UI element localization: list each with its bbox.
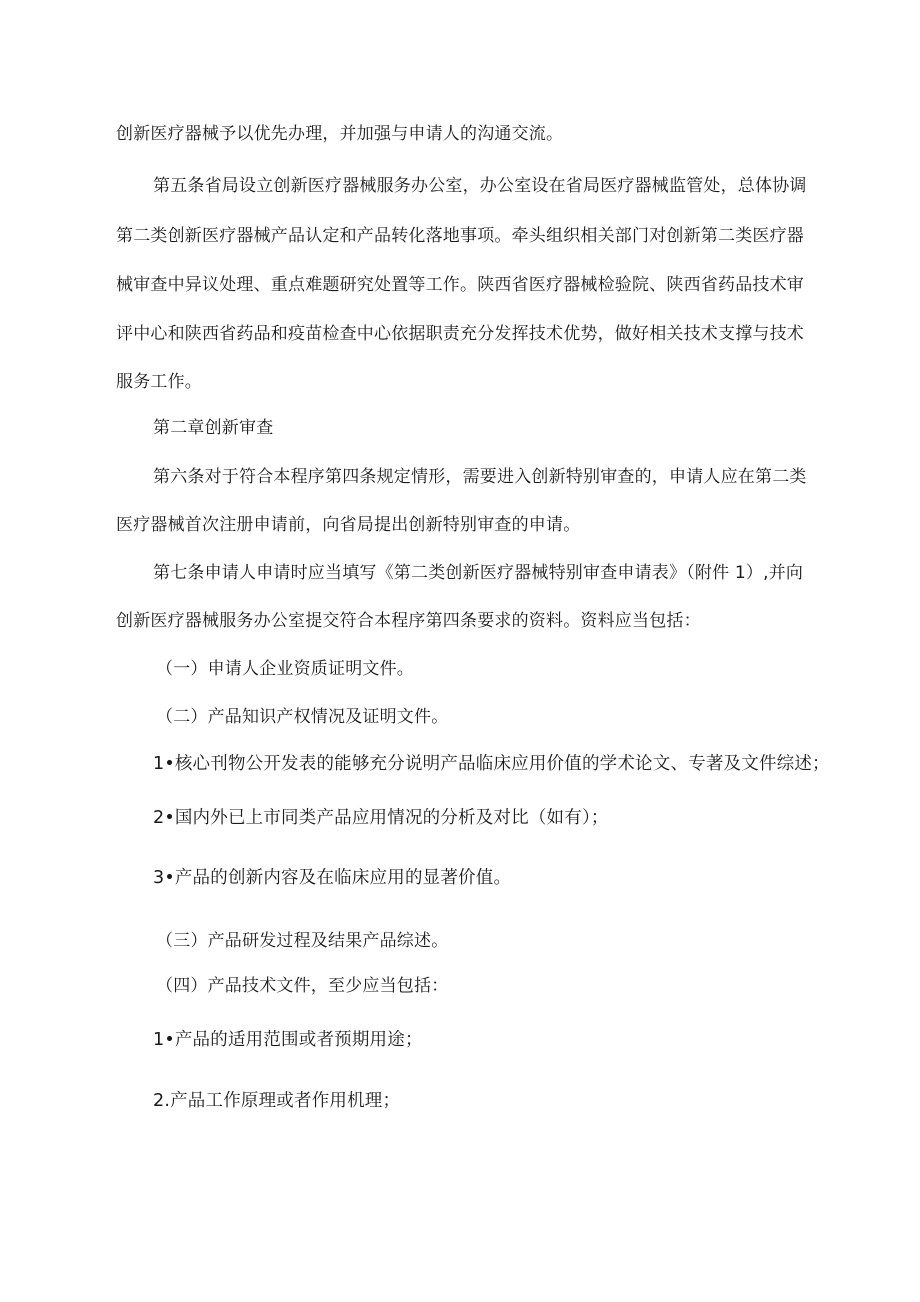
list-item: 2•国内外已上市同类产品应用情况的分析及对比（如有）； <box>153 808 609 828</box>
list-item: 1•产品的适用范围或者预期用途； <box>153 1030 423 1050</box>
paragraph-line: 械审查中异议处理、重点难题研究处置等工作。陕西省医疗器械检验院、陕西省药品技术审 <box>116 275 804 295</box>
paragraph-line: 医疗器械首次注册申请前，向省局提出创新特别审查的申请。 <box>116 515 581 535</box>
paragraph-line: 第二类创新医疗器械产品认定和产品转化落地事项。牵头组织相关部门对创新第二类医疗器 <box>116 226 804 246</box>
list-item: 3•产品的创新内容及在临床应用的显著价值。 <box>153 868 512 888</box>
paragraph-line: 第六条对于符合本程序第四条规定情形，需要进入创新特别审查的，申请人应在第二类 <box>153 467 807 487</box>
list-item: 1•核心刊物公开发表的能够充分说明产品临床应用价值的学术论文、专著及文件综述； <box>153 754 830 774</box>
paragraph-line: 第五条省局设立创新医疗器械服务办公室，办公室设在省局医疗器械监管处，总体协调 <box>153 176 807 196</box>
list-item: （四）产品技术文件，至少应当包括： <box>156 976 449 996</box>
list-item: （三）产品研发过程及结果产品综述。 <box>156 931 449 951</box>
list-item: （二）产品知识产权情况及证明文件。 <box>156 707 449 727</box>
list-item: （一）申请人企业资质证明文件。 <box>156 659 414 679</box>
paragraph-line: 创新医疗器械予以优先办理，并加强与申请人的沟通交流。 <box>116 124 564 144</box>
paragraph-line: 第七条申请人申请时应当填写《第二类创新医疗器械特别审查申请表》（附件 1）,并向 <box>153 563 804 583</box>
paragraph-line: 创新医疗器械服务办公室提交符合本程序第四条要求的资料。资料应当包括： <box>116 611 701 631</box>
list-item: 2.产品工作原理或者作用机理； <box>153 1091 401 1111</box>
paragraph-line: 服务工作。 <box>116 372 202 392</box>
chapter-heading: 第二章创新审查 <box>153 418 274 438</box>
paragraph-line: 评中心和陕西省药品和疫苗检查中心依据职责充分发挥技术优势，做好相关技术支撑与技术 <box>116 324 804 344</box>
